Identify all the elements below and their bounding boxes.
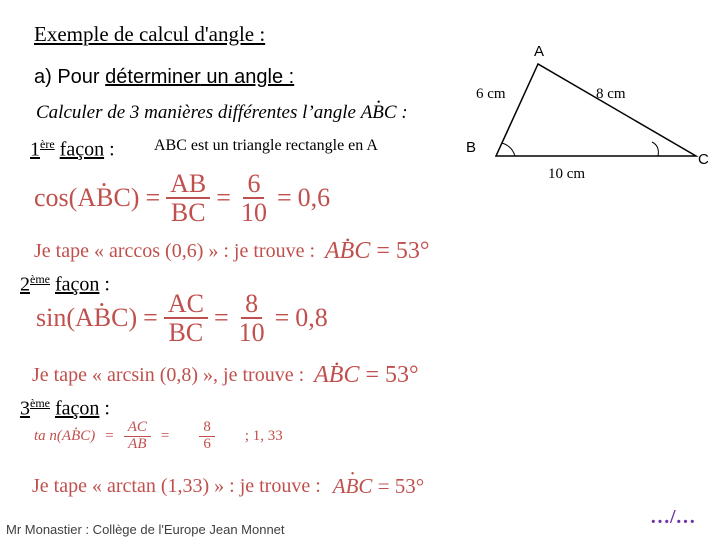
instruction-colon: : (401, 102, 408, 123)
method2-tape-line (32, 362, 419, 389)
method1-ratio (166, 170, 210, 227)
method1-label-num: 1 (30, 138, 40, 161)
vertex-b: B (466, 139, 477, 156)
method1-eq3: = (276, 183, 292, 213)
vertex-c: C (698, 151, 709, 168)
intro-prefix: a) Pour (34, 66, 106, 88)
method2-eq3: = (274, 303, 290, 333)
method2-value-den: 10 (238, 318, 265, 348)
method3-label (20, 396, 110, 421)
method3-equation (34, 420, 283, 453)
method2-tape: Je tape « arcsin (0,8) », je trouve : (32, 364, 305, 386)
intro-line (34, 66, 294, 89)
method2-result: 0,8 (295, 303, 328, 333)
method3-tape: Je tape « arctan (1,33) » : je trouve : (32, 475, 321, 497)
method3-label-word: façon (55, 397, 100, 420)
instruction-text: Calculer de 3 manières différentes l’angle (36, 102, 356, 123)
instruction (36, 102, 408, 124)
method2-ratio-num: AC (164, 290, 208, 319)
instruction-angle: • ABC (361, 102, 397, 124)
method3-ratio (124, 420, 151, 453)
method2-label-colon: : (104, 273, 110, 296)
method2-angle: • ABC (75, 303, 128, 333)
method1-eq1: = (145, 183, 161, 213)
method2-close: ) (128, 303, 138, 333)
continuation-mark: …/… (650, 506, 696, 528)
intro-middle: déterminer (105, 66, 201, 88)
method2-result-angle: • ABC = 53° (314, 362, 418, 389)
method1-value (237, 170, 271, 227)
method1-func: cos( (34, 183, 78, 213)
method2-ratio (164, 290, 208, 347)
method3-ratio-den: AB (128, 435, 147, 452)
method2-eq2: = (213, 303, 229, 333)
side-ab-label: 6 cm (476, 86, 506, 102)
method3-value (199, 420, 215, 453)
triangle-diagram (462, 38, 712, 184)
method1-label-sup: ère (40, 137, 55, 151)
method3-label-colon: : (104, 397, 110, 420)
angle-b-arc (502, 143, 515, 156)
method2-label-num: 2 (20, 273, 30, 296)
method1-eq2: = (216, 183, 231, 213)
method2-label-sup: ème (30, 272, 50, 286)
method3-tape-line (32, 474, 424, 499)
method1-note: ABC est un triangle rectangle en A (154, 137, 378, 154)
method3-label-num: 3 (20, 397, 30, 420)
method1-result: 0,6 (297, 183, 331, 213)
method1-tape: Je tape « arccos (0,6) » : je trouve : (34, 240, 316, 262)
method1-close: ) (130, 183, 140, 213)
triangle-shape (496, 64, 696, 156)
method3-result-angle: • ABC = 53° (333, 474, 424, 499)
method2-equation (36, 290, 328, 347)
method1-equation (34, 170, 330, 227)
method1-label (30, 137, 115, 162)
method3-value-den: 6 (203, 435, 211, 452)
method1-label-word: façon (59, 138, 105, 161)
method1-ratio-den: BC (170, 198, 206, 228)
intro-suffix: un angle : (200, 66, 295, 88)
method1-value-num: 6 (243, 170, 264, 199)
angle-c-arc (652, 142, 658, 156)
method1-result-angle: • ABC = 53° (325, 238, 429, 265)
method1-tape-line (34, 238, 429, 265)
method3-label-sup: ème (30, 396, 50, 410)
method1-ratio-num: AB (166, 170, 210, 199)
method3-func: ta n( (34, 427, 62, 444)
side-bc-label: 10 cm (548, 166, 586, 182)
vertex-a: A (534, 43, 545, 60)
method2-value-num: 8 (241, 290, 262, 319)
method3-eq1: = (105, 427, 114, 444)
method3-result: ; 1, 33 (244, 427, 283, 444)
method3-eq2: = (160, 427, 170, 444)
method3-close: ) (90, 427, 96, 444)
method2-func: sin( (36, 303, 75, 333)
method2-ratio-den: BC (168, 318, 204, 348)
method2-eq1: = (143, 303, 158, 333)
method3-ratio-num: AC (124, 420, 151, 437)
method1-angle: • ABC (77, 183, 130, 213)
footer-credit: Mr Monastier : Collège de l'Europe Jean Monnet (6, 522, 285, 537)
method2-label-word: façon (55, 273, 100, 296)
method3-angle: • ABC (62, 428, 90, 445)
method1-value-den: 10 (240, 198, 267, 228)
page-title: Exemple de calcul d'angle : (34, 22, 266, 46)
side-ac-label: 8 cm (596, 86, 626, 102)
method3-value-num: 8 (199, 420, 215, 437)
method1-label-colon: : (109, 138, 115, 161)
method2-value (235, 290, 269, 347)
